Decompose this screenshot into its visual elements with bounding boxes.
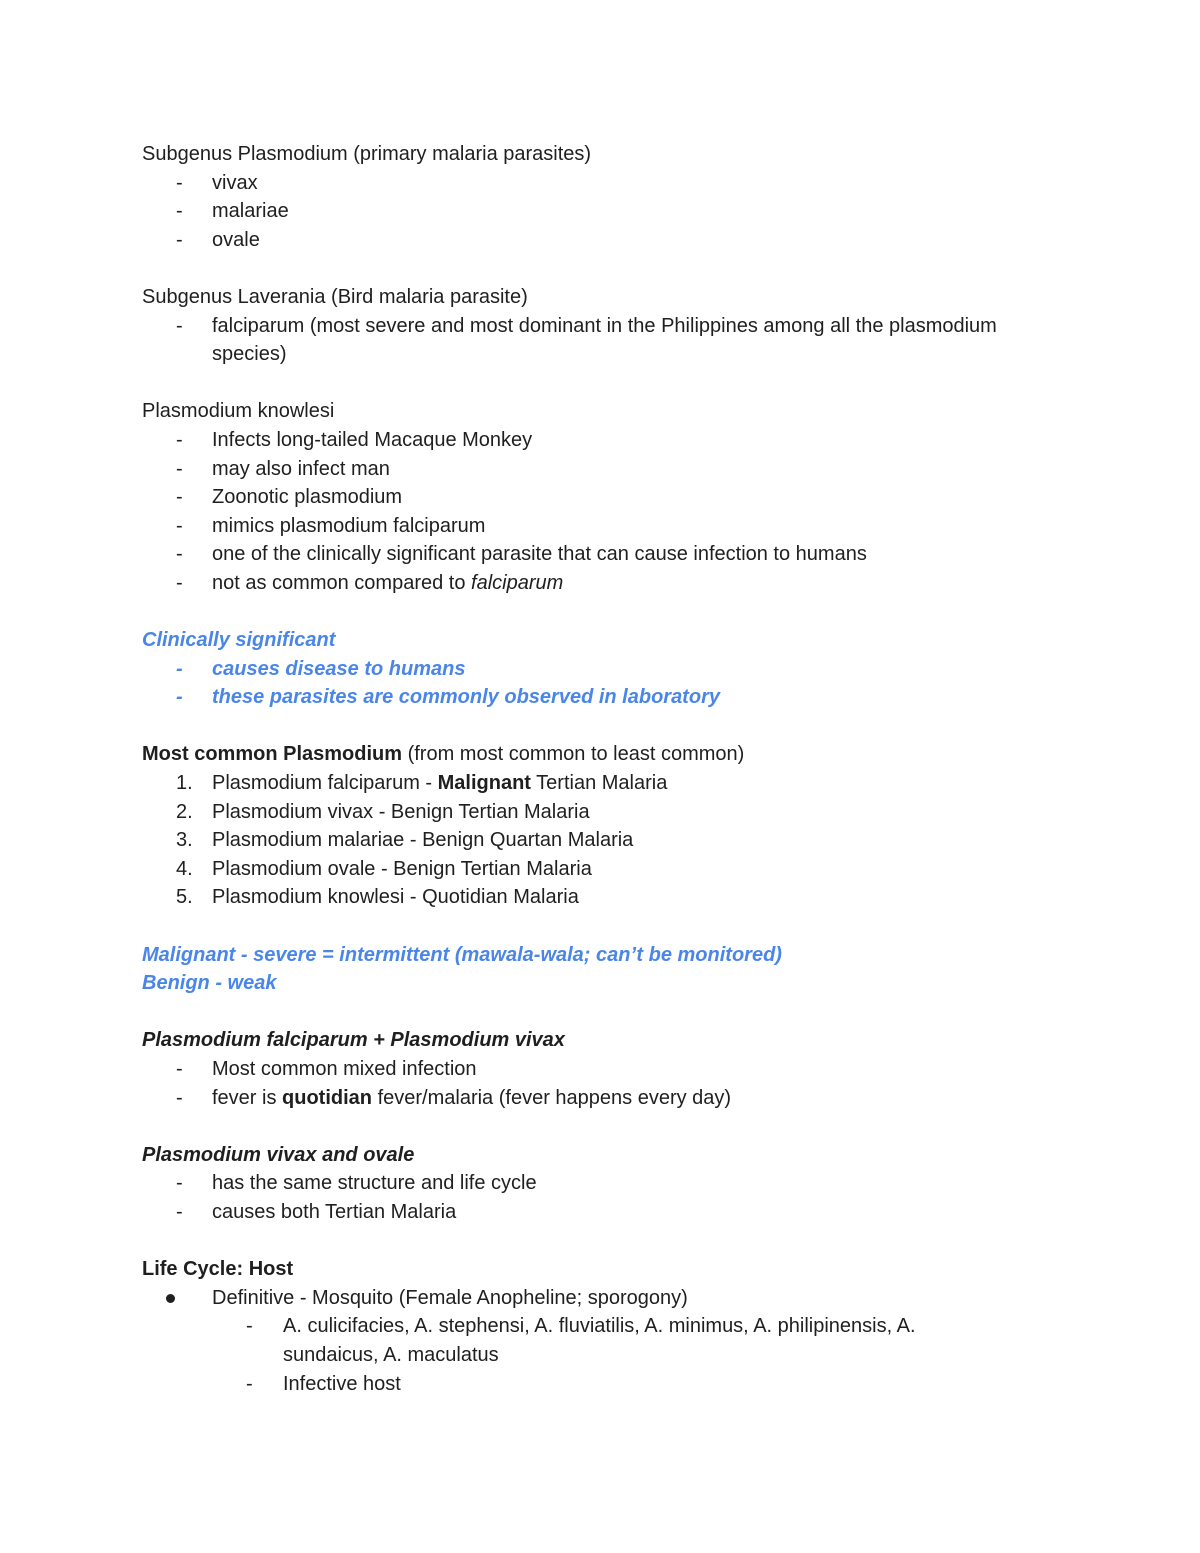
- numbered-item: 3. Plasmodium malariae - Benign Quartan Malaria: [176, 829, 634, 852]
- section-heading: Life Cycle: Host: [142, 1258, 294, 1281]
- section-heading: Plasmodium knowlesi: [142, 400, 335, 423]
- note-benign: Benign - weak: [142, 972, 277, 995]
- document-page: [142, 140, 1072, 1398]
- list-item: - mimics plasmodium falciparum: [176, 514, 486, 537]
- numbered-item: 5. Plasmodium knowlesi - Quotidian Malaria: [176, 886, 579, 909]
- list-item: - not as common compared to falciparum: [176, 571, 564, 594]
- list-item: - one of the clinically significant parasite that can cause infection to humans: [176, 543, 867, 566]
- section-heading: Subgenus Plasmodium (primary malaria parasites): [142, 143, 592, 165]
- list-item: - has the same structure and life cycle: [176, 1172, 537, 1195]
- section-heading: Clinically significant: [142, 629, 336, 652]
- list-item: - falciparum (most severe and most dominant in the Philippines among all the plasmodium species): [176, 314, 997, 366]
- numbered-item: 4. Plasmodium ovale - Benign Tertian Malaria: [176, 857, 592, 880]
- bullet-item: Definitive - Mosquito (Female Anopheline; sporogony): [142, 1284, 1072, 1313]
- list-item: - fever is quotidian fever/malaria (fever happens every day): [176, 1086, 732, 1109]
- list-item: - causes both Tertian Malaria: [176, 1200, 457, 1223]
- list-item: - vivax: [176, 171, 258, 194]
- list-item: - Infects long-tailed Macaque Monkey: [176, 428, 533, 451]
- numbered-item: 2. Plasmodium vivax - Benign Tertian Malaria: [176, 800, 590, 823]
- section-heading: Plasmodium vivax and ovale: [142, 1143, 415, 1166]
- section-heading: Most common Plasmodium (from most common to least common): [142, 743, 745, 766]
- note-malignant: Malignant - severe = intermittent (mawala-wala; can’t be monitored): [142, 943, 782, 966]
- list-item: - causes disease to humans: [176, 657, 466, 680]
- sub-list-item: - A. culicifacies, A. stephensi, A. fluviatilis, A. minimus, A. philipinensis, A. sundaicus, A. maculatus: [246, 1315, 916, 1366]
- list-item: - may also infect man: [176, 457, 390, 480]
- bullet-dot-icon: [166, 1294, 175, 1303]
- list-item: - these parasites are commonly observed in laboratory: [176, 686, 720, 709]
- sub-list-item: - Infective host: [246, 1372, 401, 1395]
- section-heading: Plasmodium falciparum + Plasmodium vivax: [142, 1029, 565, 1052]
- list-item: - Zoonotic plasmodium: [176, 486, 403, 509]
- section-heading: Subgenus Laverania (Bird malaria parasite): [142, 285, 528, 308]
- list-item: - malariae: [176, 200, 289, 223]
- list-item: - Most common mixed infection: [176, 1058, 477, 1080]
- numbered-item: 1. Plasmodium falciparum - Malignant Tertian Malaria: [176, 772, 668, 795]
- list-item: - ovale: [176, 228, 260, 251]
